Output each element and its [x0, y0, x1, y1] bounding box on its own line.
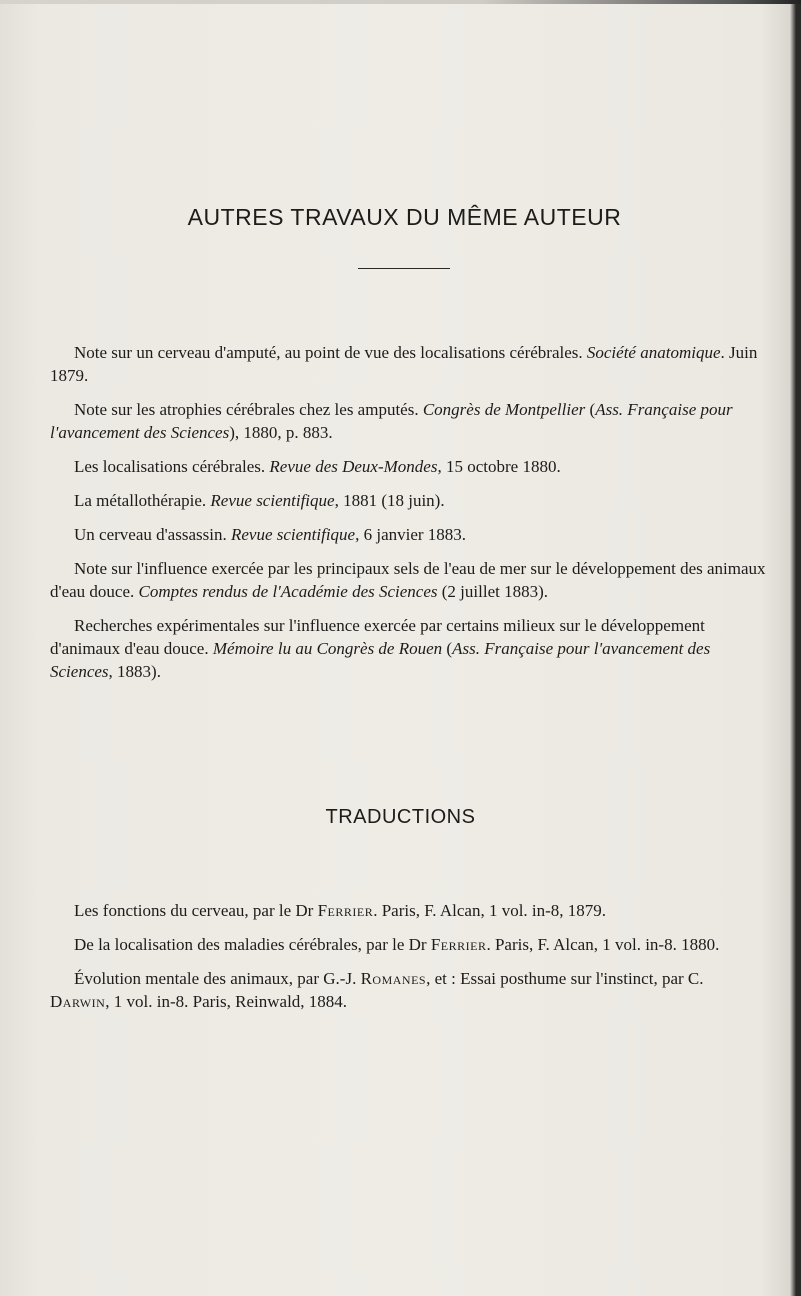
work-entry: La métallothérapie. Revue scientifique, 1881 (18 juin). [74, 491, 445, 510]
heading-rule [358, 268, 450, 269]
translation-entry: Les fonctions du cerveau, par le Dr Ferrier. Paris, F. Alcan, 1 vol. in-8, 1879. [74, 901, 607, 920]
page-top-edge [0, 0, 801, 4]
work-entry: Un cerveau d'assassin. Revue scientifique, 6 janvier 1883. [74, 525, 467, 544]
work-entry: Les localisations cérébrales. Revue des Deux-Mondes, 15 octobre 1880. [74, 457, 561, 476]
work-entry: Note sur un cerveau d'amputé, au point de vue des localisations cérébrales. Société anatomique. Juin 1879. [50, 343, 758, 385]
page-heading: AUTRES TRAVAUX DU MÊME AUTEUR [187, 204, 622, 230]
work-entry: Note sur l'influence exercée par les principaux sels de l'eau de mer sur le développement des animaux d'eau douce. Comptes rendus de l'Académie des Sciences (2 juillet 1883). [50, 559, 766, 601]
works-list [50, 341, 766, 694]
translations-heading: TRADUCTIONS [325, 806, 476, 828]
translation-entry: De la localisation des maladies cérébrales, par le Dr Ferrier. Paris, F. Alcan, 1 vol. in-8. 1880. [74, 935, 720, 954]
translation-entry: Évolution mentale des animaux, par G.-J. Romanes, et : Essai posthume sur l'instinct, par C. Darwin, 1 vol. in-8. Paris, Reinwald, 1884. [50, 969, 704, 1011]
work-entry: Recherches expérimentales sur l'influence exercée par certains milieux sur le développement d'animaux d'eau douce. Mémoire lu au Congrès de Rouen (Ass. Française pour l'avancement des Sciences, 1883). [50, 616, 711, 681]
translations-list [50, 899, 766, 1024]
work-entry: Note sur les atrophies cérébrales chez les amputés. Congrès de Montpellier (Ass. Française pour l'avancement des Sciences), 1880, p. 883. [50, 400, 733, 442]
